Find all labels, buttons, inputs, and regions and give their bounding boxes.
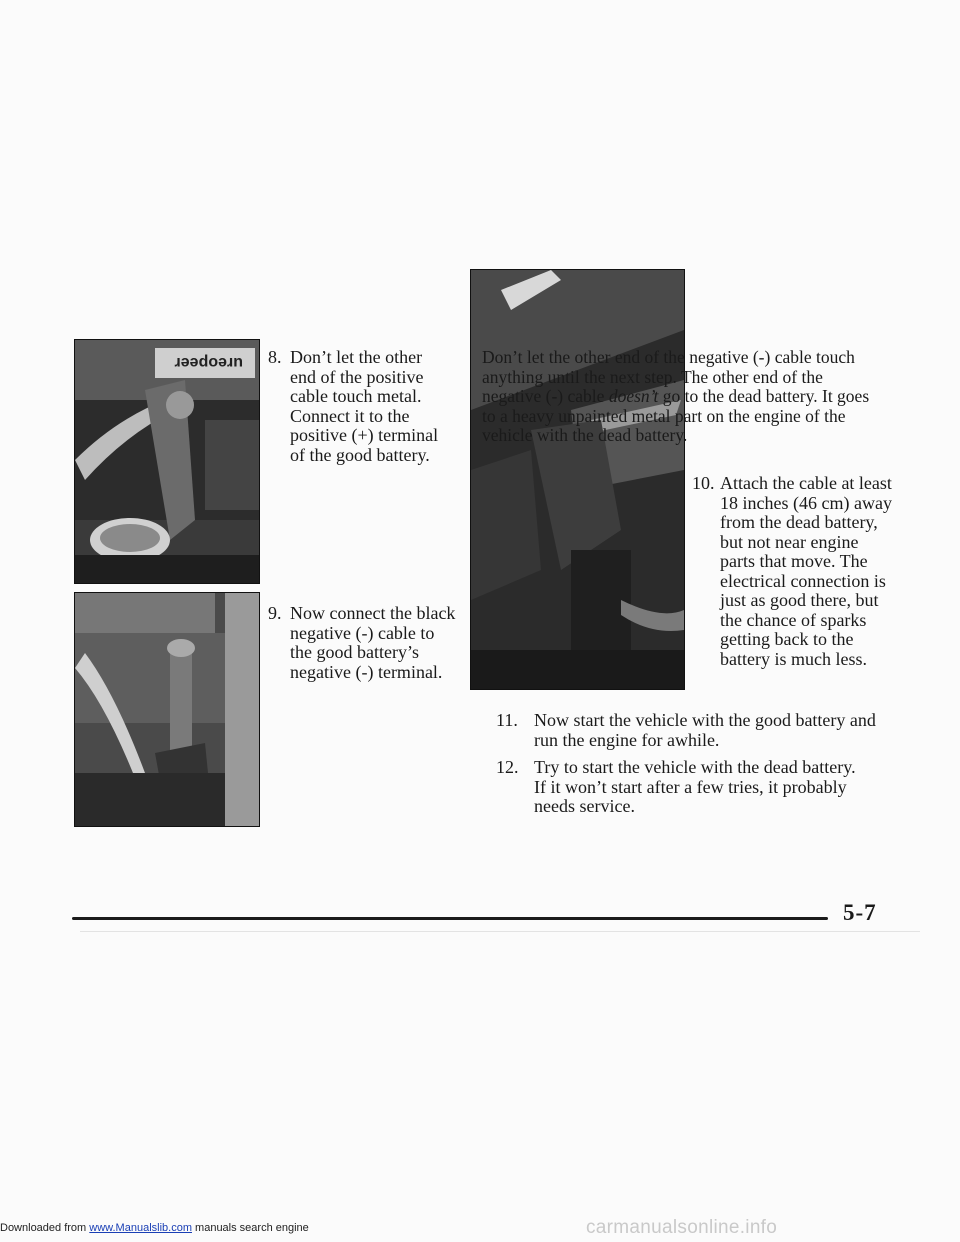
text-line: needs service. [534,796,635,816]
step-number: 10. [692,473,715,493]
step-number: 9. [268,603,282,623]
text-line: vehicle with the dead battery. [482,425,688,445]
text-line: If it won’t start after a few tries, it probably [534,776,847,797]
text-line: Don’t let the other [290,347,423,367]
text-line: Attach the cable at least [720,473,892,493]
text-line: end of the positive [290,366,424,387]
text-line: of the good battery. [290,444,430,465]
text-line: Connect it to the [290,405,410,426]
page-number: 5-7 [843,900,877,925]
text-line: 18 inches (46 cm) away [720,492,892,513]
text-line: the good battery’s [290,642,419,662]
text-line: Don’t let the other end of the negative (-) cable touch [482,347,855,367]
step-text [534,758,856,817]
step-text [290,604,455,682]
step-text [290,348,438,465]
intro-paragraph [482,348,902,446]
text-line: anything until the next step. The other end of the [482,366,823,387]
text-line: just as good there, but [720,590,879,610]
step-text [720,474,892,669]
text-line: battery is much less. [720,648,867,669]
text-line: getting back to the [720,629,854,649]
watermark: carmanualsonline.info [586,1217,778,1238]
text-line: run the engine for awhile. [534,729,720,750]
footer-suffix: manuals search engine [191,1222,309,1234]
text-line: from the dead battery, [720,512,878,532]
text-line: negative (-) cable to [290,622,435,643]
manualslib-link[interactable]: www.Manualslib.com [89,1222,192,1234]
download-footer [0,1222,309,1234]
text-run: go to the dead battery. It goes [658,386,870,406]
text-line: Now connect the black [290,603,456,623]
step-11 [496,711,896,751]
text-line: cable touch metal. [290,386,422,406]
step-number: 11. [496,710,518,730]
step-10 [692,474,912,674]
step-9 [268,604,468,684]
text-line: to a heavy unpainted metal part on the engine of the [482,405,846,426]
text-line: the chance of sparks [720,609,867,630]
engine-ground-photo [470,269,685,690]
battery-negative-clamp-photo [74,592,260,827]
step-12 [496,758,896,818]
step-number: 8. [268,347,282,367]
text-line [482,387,902,407]
text-run: negative (-) cable [482,386,609,406]
text-line: parts that move. The [720,551,868,571]
text-line: Now start the vehicle with the good battery and [534,710,876,730]
step-number: 12. [496,757,519,777]
footer-prefix: Downloaded from [0,1222,90,1234]
battery-positive-clamp-photo [74,339,260,584]
step-text [534,711,876,750]
page-rule [72,917,828,920]
text-line: positive (+) terminal [290,425,439,445]
emphasis-text: doesn’t [608,386,659,406]
battery-label-text: ureopeer [174,354,243,371]
text-line: Try to start the vehicle with the dead battery. [534,757,856,777]
faint-rule [80,931,920,932]
text-line: electrical connection is [720,570,886,591]
text-line: but not near engine [720,531,859,552]
text-line: negative (-) terminal. [290,661,443,682]
step-8 [268,348,468,468]
